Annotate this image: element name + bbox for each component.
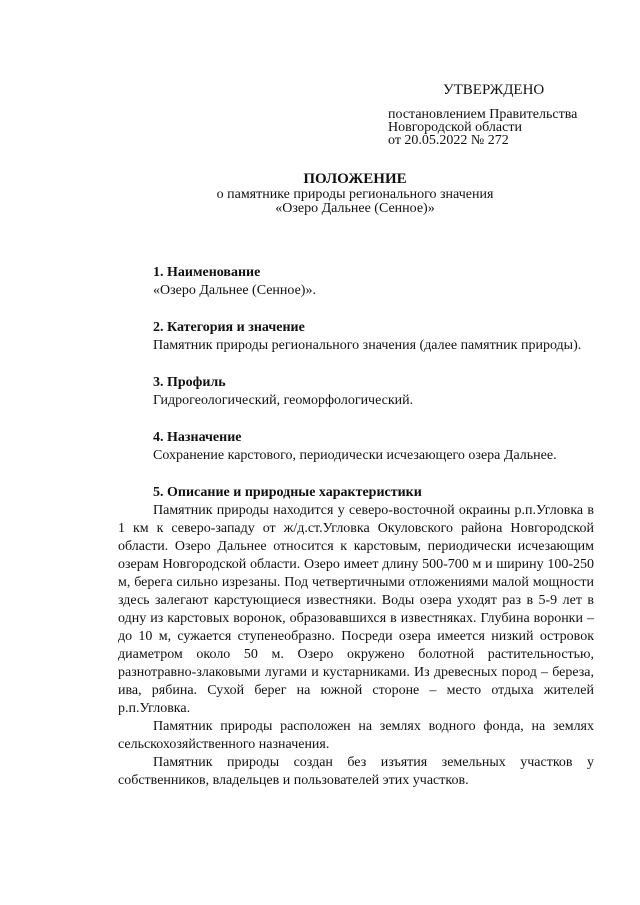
section-2-text: Памятник природы регионального значения (далее памятник природы). [153,338,582,353]
section-5-paragraph-1: Памятник природы находится у северо-восточной окраины р.п.Угловка в 1 км к северо-западу от ж/д.ст.Угловка Окуловского района Новгородской области. Озеро Дальнее относится к карстовым, периодически исчезающим озерам Новгородской области. Озеро имеет длину 500-700 м и ширину 100-250 м, берега сильно изрезаны. Под четвертичными отложениями малой мощности здесь залегают карстующиеся известняки. Воды озера уходят раз в 5-9 лет в одну из карстовых воронок, образовавшихся в известняках. Глубина воронки – до 10 м, сужается ступенеобразно. Посреди озера имеется низкий островок диаметром около 50 м. Озеро окружено болотной растительностью, разнотравно-злаковыми лугами и кустарниками. Из древесных пород – береза, ива, рябина. Сухой берег на южной стороне – место отдыха жителей р.п.Угловка. [118,503,594,716]
approval-heading: УТВЕРЖДЕНО [443,82,545,98]
section-3-text: Гидрогеологический, геоморфологический. [153,393,414,408]
section-1-heading: 1. Наименование [153,265,261,280]
title-block [150,170,560,216]
document-title: ПОЛОЖЕНИЕ [303,171,407,187]
section-3-heading: 3. Профиль [153,375,226,390]
document-subtitle-line-2: «Озеро Дальнее (Сенное)» [275,201,435,216]
approval-line-1: постановлением Правительства [388,107,578,122]
approval-line-3: от 20.05.2022 № 272 [388,133,509,148]
approval-stamp [388,82,618,147]
section-5-paragraph-3: Памятник природы создан без изъятия земельных участков у собственников, владельцев и пользователей этих участков. [118,755,594,788]
section-5-heading: 5. Описание и природные характеристики [153,485,422,500]
document-subtitle-line-1: о памятнике природы регионального значения [216,187,494,202]
section-5-paragraph-2: Памятник природы расположен на землях водного фонда, на землях сельскохозяйственного назначения. [118,719,594,752]
section-2-heading: 2. Категория и значение [153,320,305,335]
document-body [118,264,594,790]
approval-line-2: Новгородской области [388,120,522,135]
section-4-heading: 4. Назначение [153,430,242,445]
section-4-text: Сохранение карстового, периодически исчезающего озера Дальнее. [153,448,557,463]
section-1-text: «Озеро Дальнее (Сенное)». [153,283,316,298]
